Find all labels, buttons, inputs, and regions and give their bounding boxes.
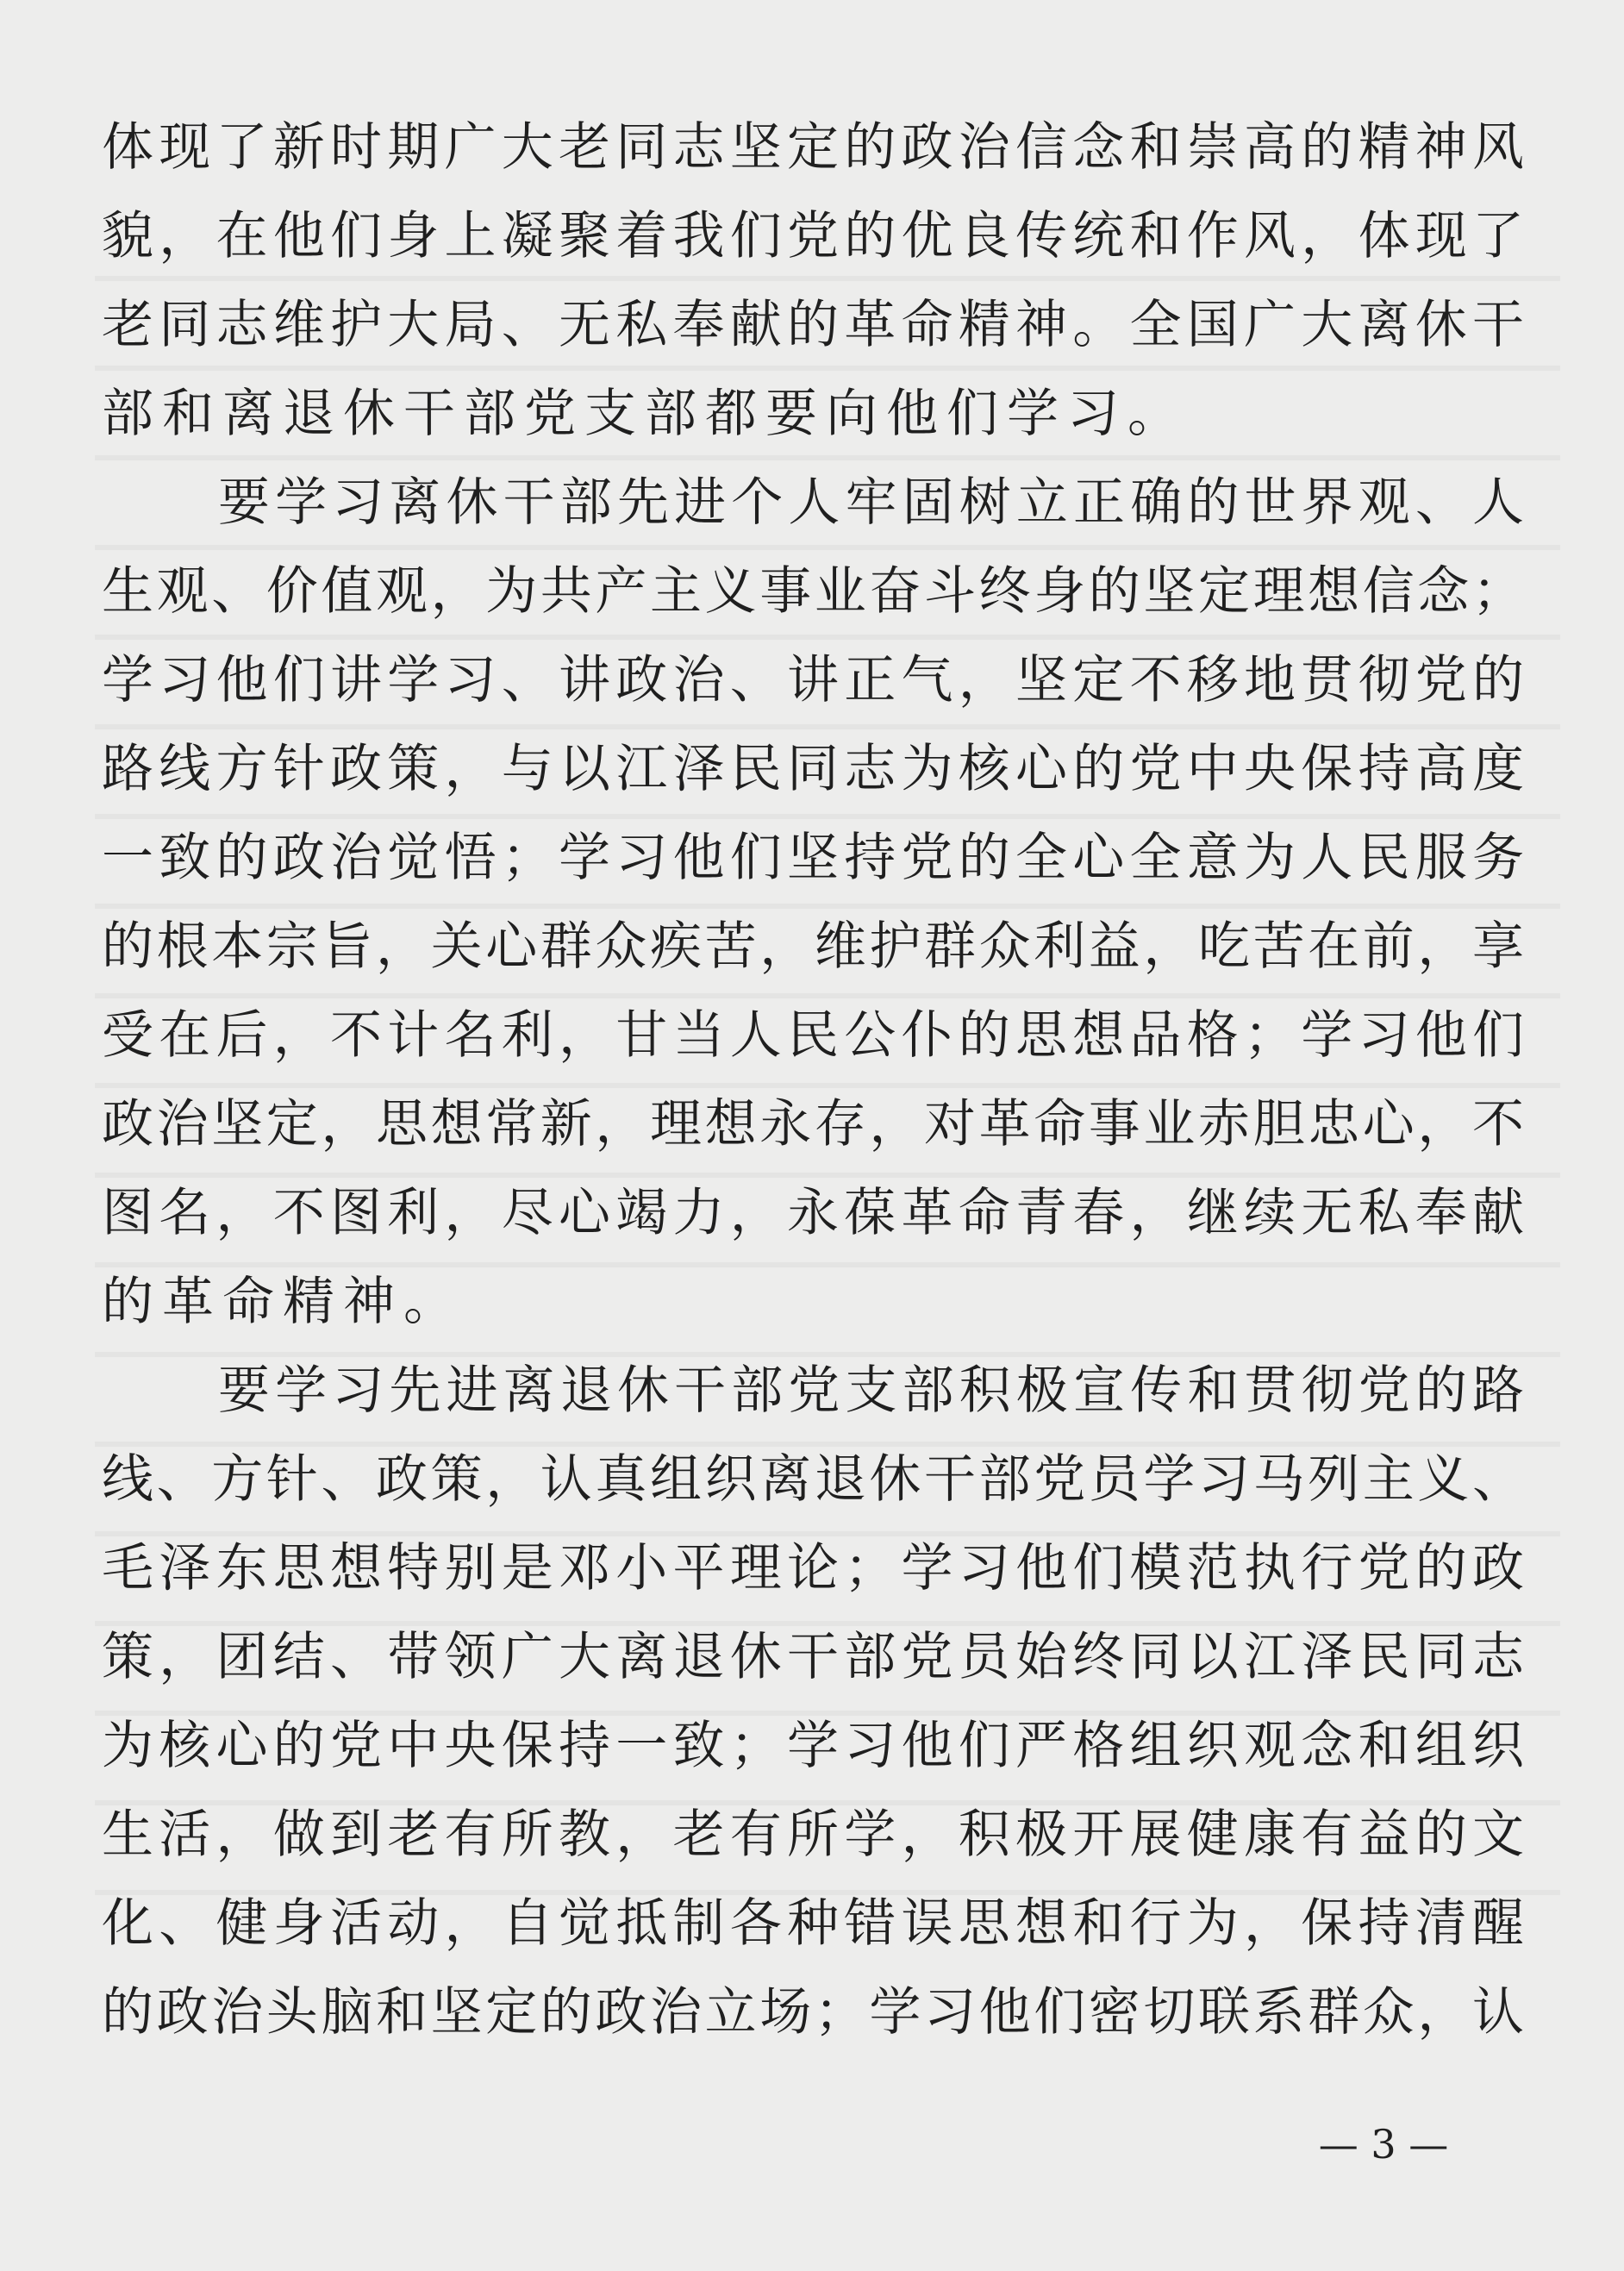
text-line: 化、健身活动，自觉抵制各种错误思想和行为，保持清醒 (102, 1893, 1524, 1954)
text-line: 生观、价值观，为共产主义事业奋斗终身的坚定理想信念； (102, 561, 1524, 622)
text-line: 一致的政治觉悟；学习他们坚持党的全心全意为人民服务 (102, 828, 1524, 888)
text-line: 路线方针政策，与以江泽民同志为核心的党中央保持高度 (102, 739, 1524, 799)
text-line: 的政治头脑和坚定的政治立场；学习他们密切联系群众，认 (102, 1982, 1524, 2043)
text-line: 老同志维护大局、无私奉献的革命精神。全国广大离休干 (102, 295, 1524, 355)
text-line: 要学习先进离退休干部党支部积极宣传和贯彻党的路 (218, 1361, 1524, 1421)
text-line: 图名，不图利，尽心竭力，永葆革命青春，继续无私奉献 (102, 1183, 1524, 1243)
text-line: 受在后，不计名利，甘当人民公仆的思想品格；学习他们 (102, 1005, 1524, 1066)
text-line: 部和离退休干部党支部都要向他们学习。 (102, 384, 1188, 444)
text-line: 毛泽东思想特别是邓小平理论；学习他们模范执行党的政 (102, 1538, 1524, 1598)
text-line: 体现了新时期广大老同志坚定的政治信念和崇高的精神风 (102, 117, 1524, 178)
text-line: 学习他们讲学习、讲政治、讲正气，坚定不移地贯彻党的 (102, 650, 1524, 710)
text-line: 的革命精神。 (102, 1272, 464, 1332)
body-text (102, 103, 1524, 2057)
page-number: — 3 — (1318, 2121, 1449, 2168)
text-line: 的根本宗旨，关心群众疾苦，维护群众利益，吃苦在前，享 (102, 917, 1524, 977)
text-line: 为核心的党中央保持一致；学习他们严格组织观念和组织 (102, 1716, 1524, 1776)
text-line: 线、方针、政策，认真组织离退休干部党员学习马列主义、 (102, 1449, 1524, 1510)
text-line: 生活，做到老有所教，老有所学，积极开展健康有益的文 (102, 1805, 1524, 1865)
text-line: 貌，在他们身上凝聚着我们党的优良传统和作风，体现了 (102, 206, 1524, 266)
text-line: 要学习离休干部先进个人牢固树立正确的世界观、人 (218, 472, 1524, 533)
text-line: 策，团结、带领广大离退休干部党员始终同以江泽民同志 (102, 1627, 1524, 1687)
text-line: 政治坚定，思想常新，理想永存，对革命事业赤胆忠心，不 (102, 1094, 1524, 1154)
